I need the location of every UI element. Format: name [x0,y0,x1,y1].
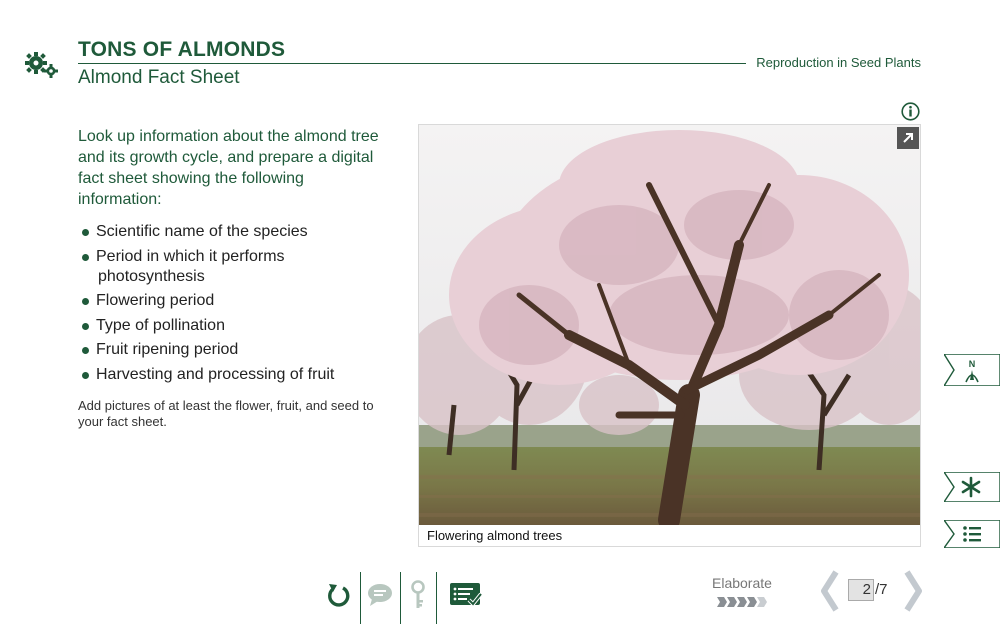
page-total: /7 [875,581,888,598]
bullet-dot [82,372,89,379]
list-item: Period in which it performs photosynthesis [80,247,400,287]
toolbar-divider [436,572,437,624]
phase-step [737,597,747,607]
page-title: TONS OF ALMONDS [78,38,286,61]
bullet-dot [82,254,89,261]
chevron-left-icon [818,570,842,612]
bullet-dot [82,229,89,236]
list-item: Harvesting and processing of fruit [80,365,400,385]
compass-tab[interactable] [944,354,1000,386]
phase-step [717,597,727,607]
page-subtitle: Almond Fact Sheet [78,67,240,88]
bullet-dot [82,298,89,305]
list-item: Type of pollination [80,316,400,336]
bullet-dot [82,323,89,330]
bullet-dot [82,347,89,354]
photo-caption: Flowering almond trees [427,528,563,543]
toolbar-divider [360,572,361,624]
chevron-right-icon [901,570,925,612]
info-list [80,222,400,389]
list-item: Fruit ripening period [80,340,400,360]
list-item: Scientific name of the species [80,222,400,242]
phase-step [727,597,737,607]
phase-progress [717,595,769,607]
current-page-input[interactable]: 2 [848,579,874,601]
checklist-icon[interactable] [448,572,484,618]
phase-step [757,597,767,607]
phase-label: Elaborate [712,575,772,591]
intro-text: Look up information about the almond tree and its growth cycle, and prepare a digital fact sheet showing the following information: [78,128,379,208]
previous-page-button[interactable] [818,570,842,612]
compass-icon: N [968,359,976,369]
almond-trees-photo [419,125,920,525]
instruction-note: Add pictures of at least the flower, fruit, and seed to your fact sheet. [78,398,374,429]
comment-icon [362,572,398,618]
title-divider [78,63,746,64]
list-icon [963,526,981,542]
list-tab[interactable] [944,520,1000,552]
next-page-button[interactable] [901,570,925,612]
info-icon[interactable] [901,102,920,121]
expand-arrow-icon[interactable] [897,127,919,149]
asterisk-tab[interactable] [944,472,1000,504]
reset-icon[interactable] [320,572,356,618]
chapter-label: Reproduction in Seed Plants [756,55,921,70]
key-icon [400,572,436,618]
photo-card [418,124,921,547]
gears-icon [24,52,60,80]
list-item: Flowering period [80,291,400,311]
phase-step [747,597,757,607]
